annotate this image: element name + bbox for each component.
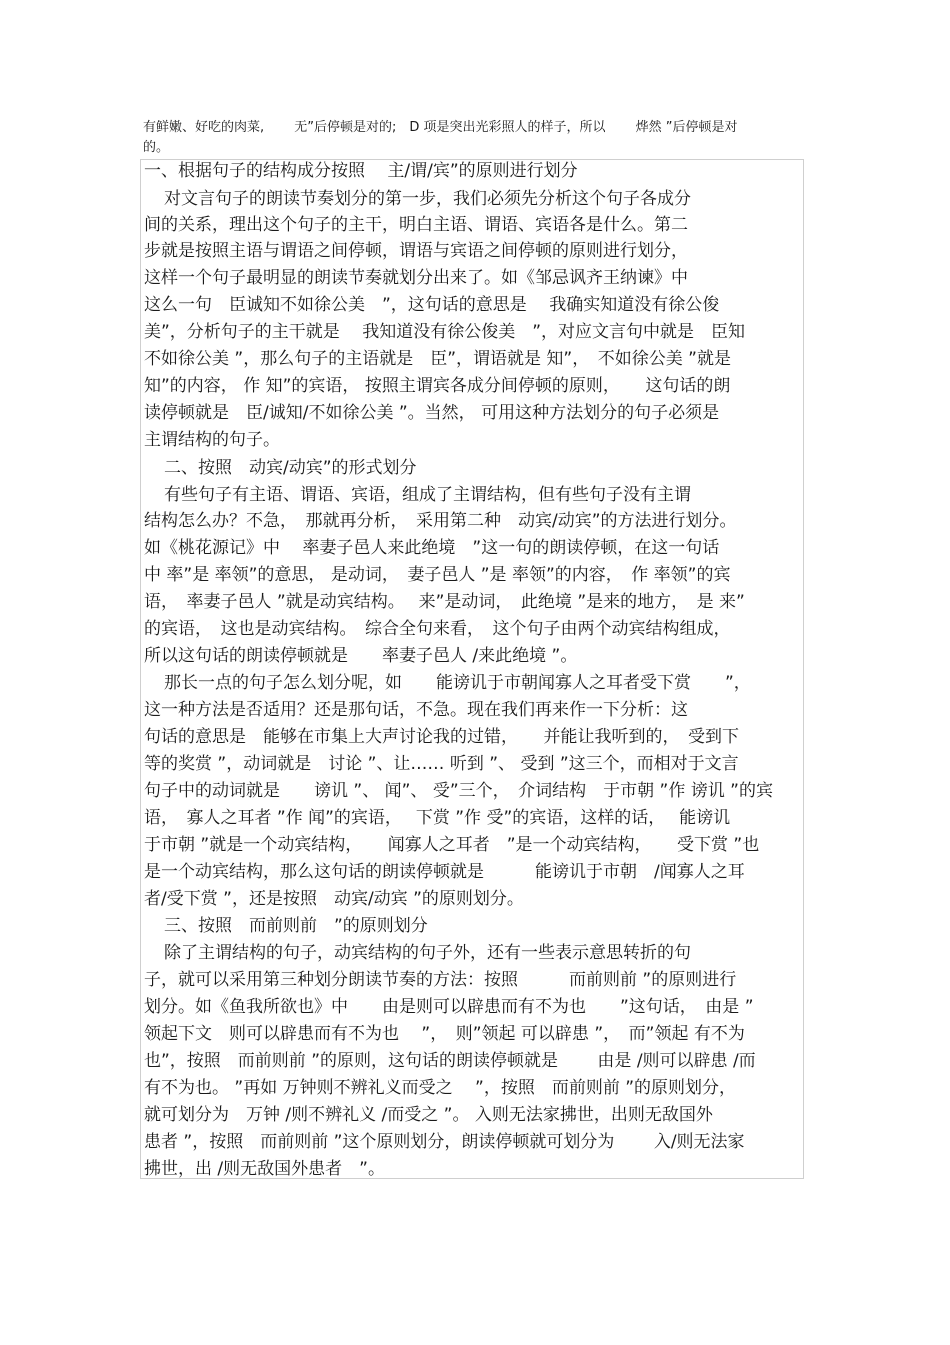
paragraph-line: 句子中的动词就是 谤讥 ”、 闻”、 受”三个， 介词结构 于市朝 ”作 谤讥 ”的宾 xyxy=(144,781,773,801)
paragraph-line: 读停顿就是 臣/诚知/不如徐公美 ”。当然， 可用这种方法划分的句子必须是 xyxy=(144,403,720,423)
paragraph-line: 是一个动宾结构，那么这句话的朗读停顿就是 能谤讥于市朝 /闻寡人之耳 xyxy=(144,862,745,882)
paragraph-line: 间的关系，理出这个句子的主干，明白主语、谓语、宾语各是什么。第二 xyxy=(144,215,688,235)
paragraph-line: 句话的意思是 能够在市集上大声讨论我的过错， 并能让我听到的， 受到下 xyxy=(144,727,739,747)
paragraph-line: 划分。如《鱼我所欲也》中 由是则可以辟患而有不为也 ”这句话， 由是 ” xyxy=(144,997,754,1017)
paragraph-line: 这样一个句子最明显的朗读节奏就划分出来了。如《邹忌讽齐王纳谏》中 xyxy=(144,268,688,288)
paragraph-line: 结构怎么办？不急， 那就再分析， 采用第二种 动宾/动宾”的方法进行划分。 xyxy=(144,511,737,531)
paragraph-line: 拂世，出 /则无敌国外患者 ”。 xyxy=(144,1159,385,1179)
paragraph-line: 有不为也。 ”再如 万钟则不辨礼义而受之 ”，按照 而前则前 ”的原则划分， xyxy=(144,1078,737,1098)
paragraph-line: 如《桃花源记》中 率妻子邑人来此绝境 ”这一句的朗读停顿，在这一句话 xyxy=(144,538,720,558)
section-heading-1: 一、根据句子的结构成分按照 主/谓/宾”的原则进行划分 xyxy=(144,161,578,181)
intro-line-1: 有鲜嫩、好吃的肉菜, 无”后停顿是对的; D 项是突出光彩照人的样子，所以 烨然 ”后停顿是对 xyxy=(143,120,738,135)
paragraph-line: 步就是按照主语与谓语之间停顿，谓语与宾语之间停顿的原则进行划分， xyxy=(144,241,688,261)
paragraph-line: 等的奖赏 ”，动词就是 讨论 ”、让…… 听到 ”、 受到 ”这三个，而相对于文言 xyxy=(144,754,739,774)
paragraph-line: 子，就可以采用第三种划分朗读节奏的方法：按照 而前则前 ”的原则进行 xyxy=(144,970,737,990)
section-heading-3: 三、按照 而前则前 ”的原则划分 xyxy=(164,916,428,936)
paragraph-line: 领起下文 则可以辟患而有不为也 ”， 则”领起 可以辟患 ”， 而”领起 有不为 xyxy=(144,1024,745,1044)
paragraph-line: 者/受下赏 ”，还是按照 动宾/动宾 ”的原则划分。 xyxy=(144,889,524,909)
paragraph-line: 患者 ”，按照 而前则前 ”这个原则划分，朗读停顿就可划分为 入/则无法家 xyxy=(144,1132,745,1152)
section-heading-2: 二、按照 动宾/动宾”的形式划分 xyxy=(164,458,417,478)
paragraph-line: 语， 寡人之耳者 ”作 闻”的宾语， 下赏 ”作 受”的宾语，这样的话， 能谤讥 xyxy=(144,808,731,828)
intro-text xyxy=(143,118,808,158)
paragraph-line: 除了主谓结构的句子，动宾结构的句子外，还有一些表示意思转折的句 xyxy=(164,943,691,963)
paragraph-line: 有些句子有主语、谓语、宾语，组成了主谓结构，但有些句子没有主谓 xyxy=(164,485,691,505)
paragraph-line: 所以这句话的朗读停顿就是 率妻子邑人 /来此绝境 ”。 xyxy=(144,646,578,666)
paragraph-line: 知”的内容， 作 知”的宾语， 按照主谓宾各成分间停顿的原则， 这句话的朗 xyxy=(144,376,731,396)
intro-line-2: 的。 xyxy=(143,140,170,155)
paragraph-line: 美”，分析句子的主干就是 我知道没有徐公俊美 ”，对应文言句中就是 臣知 xyxy=(144,322,746,342)
paragraph-line: 对文言句子的朗读节奏划分的第一步，我们必须先分析这个句子各成分 xyxy=(164,189,691,209)
paragraph-line: 那长一点的句子怎么划分呢，如 能谤讥于市朝闻寡人之耳者受下赏 ”， xyxy=(164,673,751,693)
paragraph-line: 不如徐公美 ”，那么句子的主语就是 臣”，谓语就是 知”， 不如徐公美 ”就是 xyxy=(144,349,731,369)
paragraph-line: 这一种方法是否适用？还是那句话，不急。现在我们再来作一下分析：这 xyxy=(144,700,688,720)
paragraph-line: 也”，按照 而前则前 ”的原则，这句话的朗读停顿就是 由是 /则可以辟患 /而 xyxy=(144,1051,756,1071)
paragraph-line: 于市朝 ”就是一个动宾结构， 闻寡人之耳者 ”是一个动宾结构， 受下赏 ”也 xyxy=(144,835,760,855)
paragraph-line: 语， 率妻子邑人 ”就是动宾结构。 来”是动词， 此绝境 ”是来的地方， 是 来” xyxy=(144,592,745,612)
paragraph-line: 主谓结构的句子。 xyxy=(144,430,280,450)
paragraph-line: 就可划分为 万钟 /则不辨礼义 /而受之 ”。 入则无法家拂世，出则无敌国外 xyxy=(144,1105,713,1125)
paragraph-line: 中 率”是 率领”的意思， 是动词， 妻子邑人 ”是 率领”的内容， 作 率领”的宾 xyxy=(144,565,731,585)
paragraph-line: 的宾语， 这也是动宾结构。 综合全句来看， 这个句子由两个动宾结构组成， xyxy=(144,619,731,639)
paragraph-line: 这么一句 臣诚知不如徐公美 ”，这句话的意思是 我确实知道没有徐公俊 xyxy=(144,295,720,315)
